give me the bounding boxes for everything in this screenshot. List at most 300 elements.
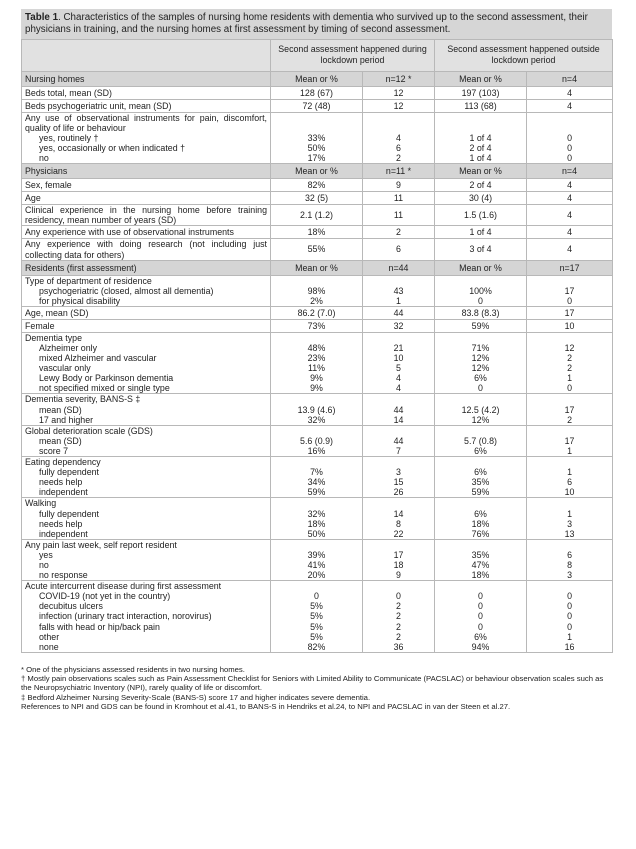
cell-value: 11 bbox=[393, 193, 404, 204]
sub-row-label: fully dependent bbox=[39, 508, 99, 519]
value-cell bbox=[527, 457, 613, 498]
value-cell bbox=[363, 112, 435, 163]
spacer-line bbox=[274, 123, 359, 133]
cell-value: 0 bbox=[567, 611, 572, 622]
footnote: † Mostly pain observations scales such as Pain Assessment Checklist for Seniors with Limited Ability to Communicate (PACSLAC) or behaviour observation scales such as the Neuropsychiatric Inventory (NPI), rarely quality of life or discomfort. bbox=[21, 674, 604, 693]
cell-value: 0 bbox=[567, 143, 572, 154]
cell-value: 50% bbox=[307, 528, 326, 539]
row-label-cell bbox=[22, 457, 271, 498]
value-cell bbox=[527, 112, 613, 163]
cell-value: 2 bbox=[567, 414, 572, 425]
cell-value: 73% bbox=[307, 320, 326, 331]
cell-value: 17 bbox=[564, 285, 575, 296]
sub-row-label: score 7 bbox=[39, 445, 69, 456]
cell-value: 0 bbox=[567, 621, 572, 632]
table-row bbox=[22, 226, 613, 239]
cell-value: 0 bbox=[567, 591, 572, 602]
cell-value: 7 bbox=[396, 445, 401, 456]
cell-value: 18 bbox=[393, 559, 404, 570]
value-cell bbox=[435, 226, 527, 239]
spacer-line bbox=[438, 581, 523, 591]
value-cell bbox=[271, 226, 363, 239]
cell-value: 2 bbox=[396, 601, 401, 612]
cell-value: 2 bbox=[396, 631, 401, 642]
row-label-cell bbox=[22, 275, 271, 306]
table-row bbox=[22, 332, 613, 394]
cell-value: 59% bbox=[471, 487, 490, 498]
value-cell bbox=[271, 86, 363, 99]
sub-row-label: other bbox=[39, 631, 60, 642]
spacer-line bbox=[366, 457, 431, 467]
sub-row-label: falls with head or hip/back pain bbox=[39, 621, 160, 632]
cell-value: 6% bbox=[474, 373, 487, 384]
value-cell bbox=[363, 581, 435, 653]
row-label-cell bbox=[22, 498, 271, 539]
cell-value: 32 (5) bbox=[304, 193, 329, 204]
cell-value: 72 (48) bbox=[302, 100, 331, 111]
row-label-cell bbox=[22, 319, 271, 332]
cell-value: 0 bbox=[478, 611, 483, 622]
value-cell bbox=[527, 99, 613, 112]
column-label: n=11 * bbox=[363, 164, 435, 179]
cell-value: 34% bbox=[307, 477, 326, 488]
cell-value: 44 bbox=[393, 435, 404, 446]
cell-value: 17 bbox=[564, 404, 575, 415]
cell-value: 4 bbox=[396, 132, 401, 143]
spacer-line bbox=[274, 276, 359, 286]
spacer-line bbox=[438, 394, 523, 404]
value-cell bbox=[435, 86, 527, 99]
cell-value: 10 bbox=[564, 487, 575, 498]
cell-value: 82% bbox=[307, 180, 326, 191]
spacer-line bbox=[274, 581, 359, 591]
value-cell bbox=[271, 179, 363, 192]
cell-value: 12 bbox=[393, 100, 404, 111]
row-label: Dementia type bbox=[25, 332, 83, 343]
spacer-line bbox=[438, 426, 523, 436]
cell-value: 18% bbox=[307, 518, 326, 529]
cell-value: 4 bbox=[567, 210, 572, 221]
row-label: Any use of observational instruments for pain, discomfort, quality of life or behaviour bbox=[25, 112, 267, 133]
value-cell bbox=[271, 205, 363, 226]
cell-value: 4 bbox=[567, 244, 572, 255]
cell-value: 2 bbox=[567, 363, 572, 374]
cell-value: 3 bbox=[396, 467, 401, 478]
value-cell bbox=[527, 394, 613, 425]
cell-value: 0 bbox=[567, 383, 572, 394]
spacer-line bbox=[274, 498, 359, 508]
value-cell bbox=[435, 539, 527, 580]
sub-row-label: yes, occasionally or when indicated † bbox=[39, 143, 186, 154]
value-cell bbox=[435, 425, 527, 456]
spacer-line bbox=[274, 394, 359, 404]
cell-value: 1.5 (1.6) bbox=[464, 210, 497, 221]
value-cell bbox=[363, 425, 435, 456]
sub-row-label: for physical disability bbox=[39, 295, 121, 306]
spacer-line bbox=[438, 498, 523, 508]
value-cell bbox=[363, 457, 435, 498]
cell-value: 2% bbox=[310, 295, 323, 306]
cell-value: 1 bbox=[567, 467, 572, 478]
value-cell bbox=[363, 332, 435, 394]
sub-row-label: mean (SD) bbox=[39, 404, 82, 415]
spacer-line bbox=[530, 498, 609, 508]
spacer-line bbox=[366, 276, 431, 286]
cell-value: 39% bbox=[307, 549, 326, 560]
cell-value: 23% bbox=[307, 353, 326, 364]
value-cell bbox=[271, 192, 363, 205]
cell-value: 13.9 (4.6) bbox=[297, 404, 336, 415]
row-label: Dementia severity, BANS-S ‡ bbox=[25, 394, 141, 405]
sub-row-label: no bbox=[39, 153, 49, 164]
table-row bbox=[22, 539, 613, 580]
row-label-cell bbox=[22, 226, 271, 239]
value-cell bbox=[271, 539, 363, 580]
empty-header-cell bbox=[22, 40, 271, 72]
cell-value: 0 bbox=[478, 383, 483, 394]
cell-value: 22 bbox=[393, 528, 404, 539]
value-cell bbox=[363, 179, 435, 192]
cell-value: 0 bbox=[396, 591, 401, 602]
cell-value: 2 bbox=[396, 227, 401, 238]
cell-value: 5% bbox=[310, 621, 323, 632]
value-cell bbox=[271, 581, 363, 653]
spacer-line bbox=[530, 581, 609, 591]
section-title: Residents (first assessment) bbox=[22, 260, 271, 275]
cell-value: 44 bbox=[393, 404, 404, 415]
column-label: Mean or % bbox=[435, 164, 527, 179]
value-cell bbox=[435, 319, 527, 332]
cell-value: 94% bbox=[471, 641, 490, 652]
spacer-line bbox=[530, 123, 609, 133]
spacer-line bbox=[530, 394, 609, 404]
cell-value: 32% bbox=[307, 508, 326, 519]
cell-value: 2 bbox=[396, 611, 401, 622]
sub-row-label: yes, routinely † bbox=[39, 132, 99, 143]
section-title: Nursing homes bbox=[22, 71, 271, 86]
sub-row-label: infection (urinary tract interaction, norovirus) bbox=[39, 611, 212, 622]
row-label-cell bbox=[22, 112, 271, 163]
value-cell bbox=[363, 192, 435, 205]
cell-value: 1 bbox=[567, 373, 572, 384]
row-label-cell bbox=[22, 99, 271, 112]
table-row bbox=[22, 192, 613, 205]
cell-value: 71% bbox=[471, 343, 490, 353]
section-header-row bbox=[22, 164, 613, 179]
row-label-cell bbox=[22, 539, 271, 580]
cell-value: 8 bbox=[567, 559, 572, 570]
value-cell bbox=[527, 498, 613, 539]
value-cell bbox=[271, 425, 363, 456]
period-header-row bbox=[22, 40, 613, 72]
value-cell bbox=[363, 319, 435, 332]
value-cell bbox=[527, 239, 613, 260]
cell-value: 4 bbox=[567, 180, 572, 191]
spacer-line bbox=[530, 426, 609, 436]
cell-value: 5.7 (0.8) bbox=[464, 435, 497, 446]
cell-value: 17 bbox=[393, 549, 404, 560]
characteristics-table bbox=[21, 39, 613, 653]
cell-value: 6% bbox=[474, 445, 487, 456]
cell-value: 113 (68) bbox=[464, 100, 497, 111]
footnote: * One of the physicians assessed residents in two nursing homes. bbox=[21, 664, 245, 674]
cell-value: 76% bbox=[471, 528, 490, 539]
cell-value: 12 bbox=[393, 87, 404, 98]
table-row bbox=[22, 581, 613, 653]
value-cell bbox=[527, 179, 613, 192]
spacer-line bbox=[366, 426, 431, 436]
spacer-line bbox=[274, 333, 359, 343]
cell-value: 10 bbox=[564, 320, 575, 331]
row-label: Any pain last week, self report resident bbox=[25, 539, 177, 550]
cell-value: 3 bbox=[567, 570, 572, 581]
cell-value: 5.6 (0.9) bbox=[300, 435, 333, 446]
value-cell bbox=[271, 239, 363, 260]
cell-value: 32 bbox=[393, 320, 404, 331]
table-row bbox=[22, 86, 613, 99]
cell-value: 197 (103) bbox=[461, 87, 500, 98]
sub-row-label: mean (SD) bbox=[39, 435, 82, 446]
value-cell bbox=[527, 425, 613, 456]
cell-value: 0 bbox=[314, 591, 319, 602]
value-cell bbox=[271, 394, 363, 425]
row-label-cell bbox=[22, 306, 271, 319]
sub-row-label: Alzheimer only bbox=[39, 343, 97, 353]
cell-value: 4 bbox=[396, 373, 401, 384]
value-cell bbox=[363, 226, 435, 239]
cell-value: 86.2 (7.0) bbox=[297, 307, 336, 318]
table-row bbox=[22, 112, 613, 163]
spacer-line bbox=[366, 394, 431, 404]
cell-value: 17 bbox=[564, 307, 575, 318]
spacer-line bbox=[438, 540, 523, 550]
table-caption bbox=[21, 9, 612, 39]
row-label-cell bbox=[22, 581, 271, 653]
cell-value: 47% bbox=[471, 559, 490, 570]
cell-value: 0 bbox=[478, 601, 483, 612]
value-cell bbox=[271, 457, 363, 498]
cell-value: 6 bbox=[396, 143, 401, 154]
value-cell bbox=[435, 332, 527, 394]
cell-value: 11% bbox=[307, 363, 326, 374]
cell-value: 16 bbox=[564, 641, 575, 652]
sub-row-label: 17 and higher bbox=[39, 414, 94, 425]
value-cell bbox=[271, 99, 363, 112]
section-header-row bbox=[22, 71, 613, 86]
row-label-cell bbox=[22, 332, 271, 394]
value-cell bbox=[435, 112, 527, 163]
cell-value: 55% bbox=[307, 244, 326, 255]
row-label: Clinical experience in the nursing home before training residency, mean number of years (SD) bbox=[25, 205, 267, 226]
cell-value: 35% bbox=[471, 549, 490, 560]
cell-value: 5% bbox=[310, 631, 323, 642]
cell-value: 3 bbox=[567, 518, 572, 529]
sub-row-label: decubitus ulcers bbox=[39, 601, 103, 612]
value-cell bbox=[271, 319, 363, 332]
cell-value: 82% bbox=[307, 641, 326, 652]
cell-value: 18% bbox=[471, 518, 490, 529]
cell-value: 8 bbox=[396, 518, 401, 529]
section-header-row bbox=[22, 260, 613, 275]
spacer-line bbox=[274, 540, 359, 550]
row-label: Acute intercurrent disease during first assessment bbox=[25, 581, 222, 592]
spacer-line bbox=[274, 426, 359, 436]
cell-value: 3 of 4 bbox=[469, 244, 492, 255]
value-cell bbox=[271, 275, 363, 306]
cell-value: 41% bbox=[307, 559, 326, 570]
cell-value: 12 bbox=[564, 343, 575, 353]
column-label: n=44 bbox=[363, 260, 435, 275]
sub-row-label: mixed Alzheimer and vascular bbox=[39, 353, 157, 364]
row-label: Any experience with doing research (not including just collecting data for others) bbox=[25, 239, 267, 260]
cell-value: 0 bbox=[478, 591, 483, 602]
cell-value: 9% bbox=[310, 383, 323, 394]
cell-value: 18% bbox=[307, 227, 326, 238]
sub-row-label: needs help bbox=[39, 477, 83, 488]
cell-value: 6% bbox=[474, 631, 487, 642]
sub-row-label: Lewy Body or Parkinson dementia bbox=[39, 373, 174, 384]
spacer-line bbox=[366, 498, 431, 508]
row-label-cell bbox=[22, 239, 271, 260]
row-label: Beds total, mean (SD) bbox=[25, 87, 112, 98]
value-cell bbox=[435, 275, 527, 306]
sub-row-label: independent bbox=[39, 528, 88, 539]
cell-value: 12.5 (4.2) bbox=[461, 404, 500, 415]
row-label: Eating dependency bbox=[25, 457, 101, 468]
cell-value: 11 bbox=[393, 210, 404, 221]
cell-value: 9 bbox=[396, 570, 401, 581]
cell-value: 1 of 4 bbox=[469, 132, 492, 143]
value-cell bbox=[271, 332, 363, 394]
value-cell bbox=[435, 306, 527, 319]
cell-value: 83.8 (8.3) bbox=[461, 307, 500, 318]
value-cell bbox=[363, 394, 435, 425]
table-figure bbox=[21, 9, 612, 711]
cell-value: 4 bbox=[567, 227, 572, 238]
caption-text: . Characteristics of the samples of nursing home residents with dementia who survived up to the second assessment, their physicians in training, and the nursing homes at first assessment by timing of second assessment. bbox=[25, 12, 588, 35]
row-label-cell bbox=[22, 192, 271, 205]
cell-value: 48% bbox=[307, 343, 326, 353]
cell-value: 0 bbox=[567, 295, 572, 306]
value-cell bbox=[527, 319, 613, 332]
spacer-line bbox=[438, 123, 523, 133]
cell-value: 26 bbox=[393, 487, 404, 498]
cell-value: 2 of 4 bbox=[469, 143, 492, 154]
row-label: Global deterioration scale (GDS) bbox=[25, 425, 153, 436]
cell-value: 17 bbox=[564, 435, 575, 446]
cell-value: 5% bbox=[310, 611, 323, 622]
cell-value: 18% bbox=[471, 570, 490, 581]
table-row bbox=[22, 394, 613, 425]
row-label-cell bbox=[22, 179, 271, 192]
value-cell bbox=[435, 394, 527, 425]
footnote: ‡ Bedford Alzheimer Nursing Severity-Scale (BANS-S) score 17 and higher indicates severe dementia. bbox=[21, 692, 371, 702]
cell-value: 4 bbox=[567, 87, 572, 98]
cell-value: 59% bbox=[471, 320, 490, 331]
cell-value: 30 (4) bbox=[468, 193, 493, 204]
value-cell bbox=[527, 306, 613, 319]
value-cell bbox=[527, 226, 613, 239]
row-label: Any experience with use of observational instruments bbox=[25, 227, 234, 238]
row-label-cell bbox=[22, 205, 271, 226]
cell-value: 0 bbox=[567, 132, 572, 143]
row-label: Age bbox=[25, 193, 41, 204]
cell-value: 98% bbox=[307, 285, 326, 296]
spacer-line bbox=[366, 540, 431, 550]
cell-value: 0 bbox=[567, 601, 572, 612]
value-cell bbox=[363, 306, 435, 319]
row-label: Female bbox=[25, 320, 55, 331]
sub-row-label: no bbox=[39, 559, 49, 570]
table-row bbox=[22, 239, 613, 260]
table-row bbox=[22, 205, 613, 226]
table-row bbox=[22, 275, 613, 306]
row-label: Beds psychogeriatric unit, mean (SD) bbox=[25, 100, 172, 111]
value-cell bbox=[435, 205, 527, 226]
table-row bbox=[22, 306, 613, 319]
cell-value: 15 bbox=[393, 477, 404, 488]
sub-row-label: needs help bbox=[39, 518, 83, 529]
spacer-line bbox=[366, 123, 431, 133]
cell-value: 2 bbox=[396, 153, 401, 164]
column-label: Mean or % bbox=[435, 260, 527, 275]
column-label: Mean or % bbox=[271, 164, 363, 179]
sub-row-label: COVID-19 (not yet in the country) bbox=[39, 591, 171, 602]
spacer-line bbox=[438, 276, 523, 286]
cell-value: 33% bbox=[307, 132, 326, 143]
row-label-cell bbox=[22, 425, 271, 456]
table-row bbox=[22, 425, 613, 456]
value-cell bbox=[435, 457, 527, 498]
value-cell bbox=[271, 498, 363, 539]
cell-value: 4 bbox=[396, 383, 401, 394]
cell-value: 2 bbox=[396, 621, 401, 632]
cell-value: 6 bbox=[396, 244, 401, 255]
cell-value: 1 bbox=[396, 295, 401, 306]
row-label-cell bbox=[22, 86, 271, 99]
cell-value: 50% bbox=[307, 143, 326, 154]
cell-value: 4 bbox=[567, 193, 572, 204]
cell-value: 12% bbox=[471, 353, 490, 364]
section-title: Physicians bbox=[22, 164, 271, 179]
table-row bbox=[22, 319, 613, 332]
cell-value: 5% bbox=[310, 601, 323, 612]
column-label: n=4 bbox=[527, 71, 613, 86]
sub-row-label: psychogeriatric (closed, almost all dementia) bbox=[39, 285, 214, 296]
sub-row-label: fully dependent bbox=[39, 467, 99, 478]
spacer-line bbox=[530, 457, 609, 467]
table-row bbox=[22, 99, 613, 112]
cell-value: 0 bbox=[478, 621, 483, 632]
cell-value: 14 bbox=[393, 508, 404, 519]
cell-value: 6 bbox=[567, 477, 572, 488]
value-cell bbox=[527, 332, 613, 394]
cell-value: 1 bbox=[567, 445, 572, 456]
value-cell bbox=[527, 86, 613, 99]
cell-value: 12% bbox=[471, 363, 490, 374]
column-label: n=17 bbox=[527, 260, 613, 275]
value-cell bbox=[435, 581, 527, 653]
table-row bbox=[22, 457, 613, 498]
table-footnotes bbox=[21, 665, 612, 711]
sub-row-label: not specified mixed or single type bbox=[39, 383, 170, 394]
footnote: References to NPI and GDS can be found in Kromhout et al.41, to BANS-S in Hendriks et al.24, to NPI and PACSLAC in van der Steen et al.27. bbox=[21, 702, 511, 711]
cell-value: 100% bbox=[469, 285, 492, 296]
column-label: Mean or % bbox=[435, 71, 527, 86]
column-label: n=12 * bbox=[363, 71, 435, 86]
table-label: Table 1 bbox=[25, 12, 59, 23]
cell-value: 1 bbox=[567, 508, 572, 519]
